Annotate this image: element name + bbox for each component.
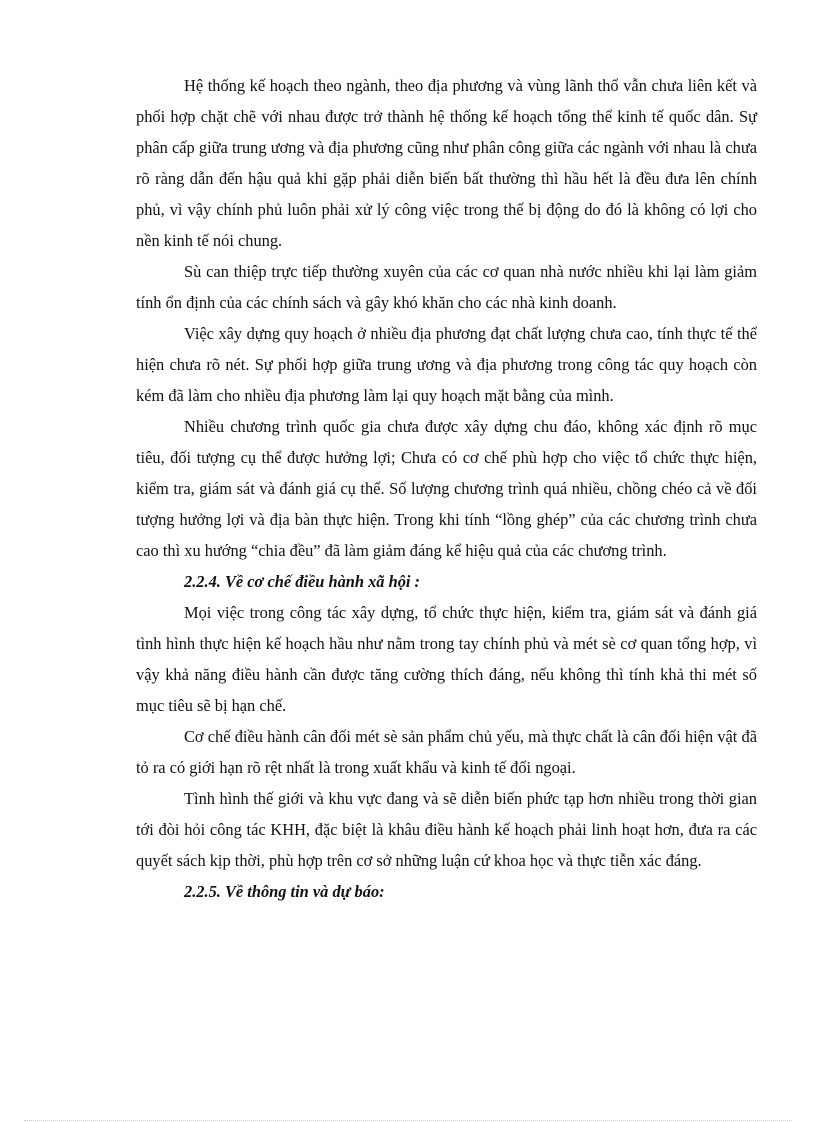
paragraph-world-situation: Tình hình thế giới và khu vực đang và sẽ diễn biến phức tạp hơn nhiều trong thời gian tới đòi hỏi công tác KHH, đặc biệt là khâu điều hành kế hoạch phải linh hoạt hơn, đưa ra các quyết sách kịp thời, phù hợp trên cơ sở những luận cứ khoa học và thực tiễn xác đáng. (136, 789, 757, 870)
section-heading-2-2-5: 2.2.5. Về thông tin và dự báo: (184, 882, 385, 901)
paragraph-national-programs: Nhiều chương trình quốc gia chưa được xây dựng chu đáo, không xác định rõ mục tiêu, đối tượng cụ thể được hưởng lợi; Chưa có cơ chế phù hợp cho việc tổ chức thực hiện, kiểm tra, giám sát và đánh giá cụ thể. Số lượng chương trình quá nhiều, chồng chéo cả về đối tượng hưởng lợi và địa bàn thực hiện. Trong khi tính “lồng ghép” của các chương trình chưa cao thì xu hướng “chia đều” đã làm giảm đáng kể hiệu quả của các chương trình. (136, 417, 757, 560)
section-heading-2-2-4: 2.2.4. Về cơ chế điều hành xã hội : (184, 572, 420, 591)
document-page (136, 70, 757, 907)
paragraph-local-planning: Việc xây dựng quy hoạch ở nhiều địa phương đạt chất lượng chưa cao, tính thực tế thể hiện chưa rõ nét. Sự phối hợp giữa trung ương và địa phương trong công tác quy hoạch còn kém đã làm cho nhiều địa phương làm lại quy hoạch mặt bằng của mình. (136, 324, 757, 405)
paragraph-state-intervention: Sù can thiệp trực tiếp thường xuyên của các cơ quan nhà nước nhiều khi lại làm giảm tính ổn định của các chính sách và gây khó khăn cho các nhà kinh doanh. (136, 262, 757, 312)
paragraph-balance-mechanism: Cơ chế điều hành cân đối mét sè sản phẩm chủ yếu, mà thực chất là cân đối hiện vật đã tỏ ra có giới hạn rõ rệt nhất là trong xuất khẩu và kinh tế đối ngoại. (136, 727, 757, 777)
paragraph-government-control: Mọi việc trong công tác xây dựng, tổ chức thực hiện, kiểm tra, giám sát và đánh giá tình hình thực hiện kế hoạch hầu như nằm trong tay chính phủ và mét sè cơ quan tổng hợp, vì vậy khả năng điều hành cần được tăng cường thích đáng, nếu không thì tính khả thi mét số mục tiêu sẽ bị hạn chế. (136, 603, 757, 715)
page-bottom-divider (24, 1120, 792, 1121)
paragraph-planning-system: Hệ thống kế hoạch theo ngành, theo địa phương và vùng lãnh thổ vẫn chưa liên kết và phối hợp chặt chẽ với nhau được trở thành hệ thống kế hoạch tổng thể kinh tế quốc dân. Sự phân cấp giữa trung ương và địa phương cũng như phân công giữa các ngành với nhau là chưa rõ ràng dẫn đến hậu quả khi gặp phải diễn biến bất thường thì hầu hết là đều đưa lên chính phủ, vì vậy chính phủ luôn phải xử lý công việc trong thế bị động do đó là không có lợi cho nền kinh tế nói chung. (136, 76, 757, 250)
